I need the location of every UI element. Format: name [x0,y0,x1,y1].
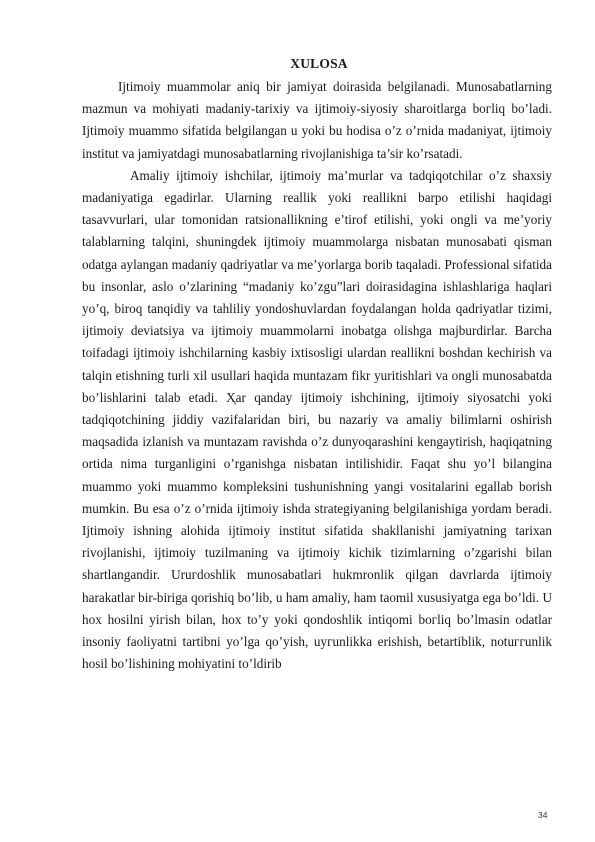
document-body [82,76,552,675]
paragraph-1: Ijtimoiy muammolar aniq bir jamiyat doirasida belgilanadi. Munosabatlarning mazmun va mohiyati madaniy-tarixiy va ijtimoiy-siyosiy sharoitlarga boгliq bo’ladi. Ijtimoiy muammo sifatida belgilangan u yoki bu hodisa o’z o’rnida madaniyat, ijtimoiy institut va jamiyatdagi munosabatlarning rivojlanishiga ta’sir ko’rsatadi. [82,79,552,161]
page-title: XULOSA [290,56,348,71]
paragraph-2: Amaliy ijtimoiy ishchilar, ijtimoiy ma’murlar va tadqiqotchilar o’z shaxsiy madaniyatiga egadirlar. Ularning reallik yoki reallikni barpo etilishi haqidagi tasavvurlari, ular tomonidan ratsionallikning e’tirof etilishi, yoki ongli va me’yoriy talablarning talqini, shuningdek ijtimoiy muammolarga nisbatan munosabati qisman odatga aylangan madaniy qadriyatlar va me’yorlarga borib taqaladi. Professional sifatida bu insonlar, aslo o’zlarining “madaniy ko’zgu”lari doirasidagina ishlashlariga haqlari yo’q, biroq tanqidiy va tahliliy yondoshuvlardan foydalangan holda qadriyatlar tizimi, ijtimoiy deviatsiya va ijtimoiy muammolarni inobatga olishga majburdirlar. Barcha toifadagi ijtimoiy ishchilarning kasbiy ixtisosligi ulardan reallikni boshdan kechirish va talqin etishning turli xil usullari haqida muntazam fikr yuritishlari va ongli munosabatda bo’lishlarini talab etadi. Ҳar qanday ijtimoiy ishchining, ijtimoiy siyosatchi yoki tadqiqotchining jiddiy vazifalaridan biri, bu nazariy va amaliy bilimlarni oshirish maqsadida izlanish va muntazam ravishda o’z dunyoqarashini kengaytirish, haqiqatning ortida nima turganligini o’rganishga nisbatan intilishidir. Faqat shu yo’l bilangina muammo yoki muammo kompleksini tushunishning yangi vositalarini egallab borish mumkin. Bu esa o’z o’rnida ijtimoiy ishda strategiyaning belgilanishiga yordam beradi. Ijtimoiy ishning alohida ijtimoiy institut sifatida shakllanishi jamiyatning tarixan rivojlanishi, ijtimoiy tuzilmaning va ijtimoiy kichik tizimlarning o’zgarishi bilan shartlangandir. Uruгdoshlik munosabatlari hukmronlik qilgan davrlarda ijtimoiy harakatlar bir-biriga qorishiq bo’lib, u ham amaliy, ham taomil xususiyatga ega bo’ldi. U hox hosilni yiгish bilan, hox to’y yoki qondoshlik intiqomi boгliq bo’lmasin odatlar insoniy faoliyatni tartibni yo’lga qo’yish, uyгunlikka erishish, betartiblik, notuггunlik hosil bo’lishining mohiyatini to’ldirib [82,167,552,672]
page-number: 34 [538,810,548,820]
